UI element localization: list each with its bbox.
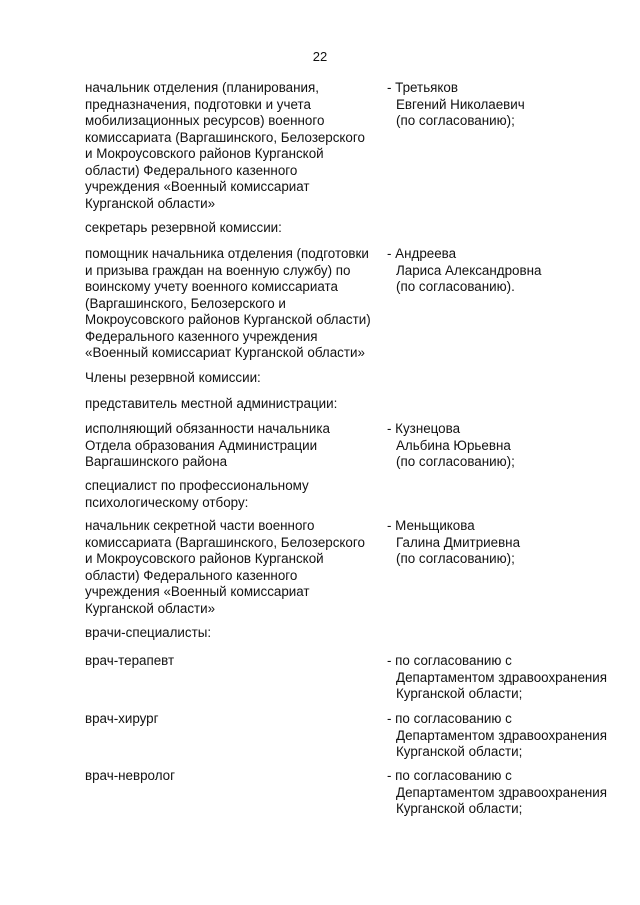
text-line: и Мокроусовского районов Курганской <box>85 146 324 161</box>
section-heading <box>85 370 390 387</box>
text-line: воинскому учету военного комиссариата <box>85 279 338 294</box>
text-line: помощник начальника отделения (подготовки <box>85 246 369 261</box>
person-text <box>387 518 627 568</box>
section-heading <box>85 478 390 511</box>
position-text <box>85 421 390 471</box>
text-line: Евгений Николаевич <box>396 96 525 112</box>
text-line: комиссариата (Варгашинского, Белозерского <box>85 129 365 145</box>
section-heading <box>85 625 390 642</box>
text-line: Курганской области» <box>85 195 216 211</box>
text-line: и призыва граждан на военную службу) по <box>85 262 351 278</box>
section-heading <box>85 220 390 237</box>
text-line: (по согласованию); <box>396 454 515 469</box>
text-line: Департаментом здравоохранения <box>396 784 608 800</box>
text-line: Курганской области» <box>85 600 216 616</box>
text-line: Альбина Юрьевна <box>396 437 511 453</box>
text-line: - по согласованию с <box>387 768 512 783</box>
position-text <box>85 246 390 362</box>
person-text <box>387 711 627 761</box>
text-line: секретарь резервной комиссии: <box>85 220 282 235</box>
text-line: (по согласованию); <box>396 551 515 566</box>
text-line: Курганской области; <box>396 744 523 759</box>
text-line: (Варгашинского, Белозерского и <box>85 295 286 311</box>
text-line: предназначения, подготовки и учета <box>85 96 311 112</box>
text-line: Департаментом здравоохранения <box>396 727 608 743</box>
text-line: - по согласованию с <box>387 711 512 726</box>
text-line: Департаментом здравоохранения <box>396 669 608 685</box>
text-line: Федерального казенного учреждения <box>85 328 318 344</box>
text-line: области) Федерального казенного <box>85 567 298 583</box>
text-line: Члены резервной комиссии: <box>85 370 261 385</box>
position-text <box>85 80 390 212</box>
text-line: Курганской области; <box>396 686 523 701</box>
text-line: Галина Дмитриевна <box>396 534 521 550</box>
position-text <box>85 653 390 670</box>
person-text <box>387 421 627 471</box>
text-line: - Третьяков <box>387 80 458 95</box>
person-text <box>387 653 627 703</box>
position-text <box>85 518 390 617</box>
text-line: области) Федерального казенного <box>85 162 298 178</box>
text-line: Курганской области; <box>396 801 523 816</box>
text-line: мобилизационных ресурсов) военного <box>85 113 325 128</box>
text-line: представитель местной администрации: <box>85 396 338 411</box>
text-line: учреждения «Военный комиссариат <box>85 584 310 599</box>
text-line: врачи-специалисты: <box>85 625 212 640</box>
text-line: начальник отделения (планирования, <box>85 80 319 95</box>
text-line: - по согласованию с <box>387 653 512 668</box>
text-line: специалист по профессиональному <box>85 478 309 493</box>
text-line: начальник секретной части военного <box>85 518 315 533</box>
text-line: Отдела образования Администрации <box>85 437 318 453</box>
text-line: учреждения «Военный комиссариат <box>85 179 310 194</box>
person-text <box>387 246 627 296</box>
text-line: (по согласованию). <box>396 279 515 294</box>
text-line: - Меньщикова <box>387 518 475 533</box>
text-line: Варгашинского района <box>85 454 228 469</box>
text-line: комиссариата (Варгашинского, Белозерского <box>85 534 365 550</box>
page-number: 22 <box>312 49 328 64</box>
person-text <box>387 768 627 818</box>
position-text <box>85 711 390 728</box>
text-line: врач-невролог <box>85 768 176 783</box>
text-line: врач-хирург <box>85 711 159 726</box>
text-line: (по согласованию); <box>396 113 515 128</box>
text-line: Лариса Александровна <box>396 262 542 278</box>
text-line: - Андреева <box>387 246 457 261</box>
person-text <box>387 80 627 130</box>
text-line: и Мокроусовского районов Курганской <box>85 551 324 566</box>
section-heading <box>85 396 390 413</box>
text-line: психологическому отбору: <box>85 494 249 510</box>
text-line: - Кузнецова <box>387 421 461 436</box>
text-line: врач-терапевт <box>85 653 175 668</box>
position-text <box>85 768 390 785</box>
text-line: исполняющий обязанности начальника <box>85 421 330 436</box>
text-line: Мокроусовского районов Курганской области) <box>85 312 371 327</box>
text-line: «Военный комиссариат Курганской области» <box>85 345 365 360</box>
